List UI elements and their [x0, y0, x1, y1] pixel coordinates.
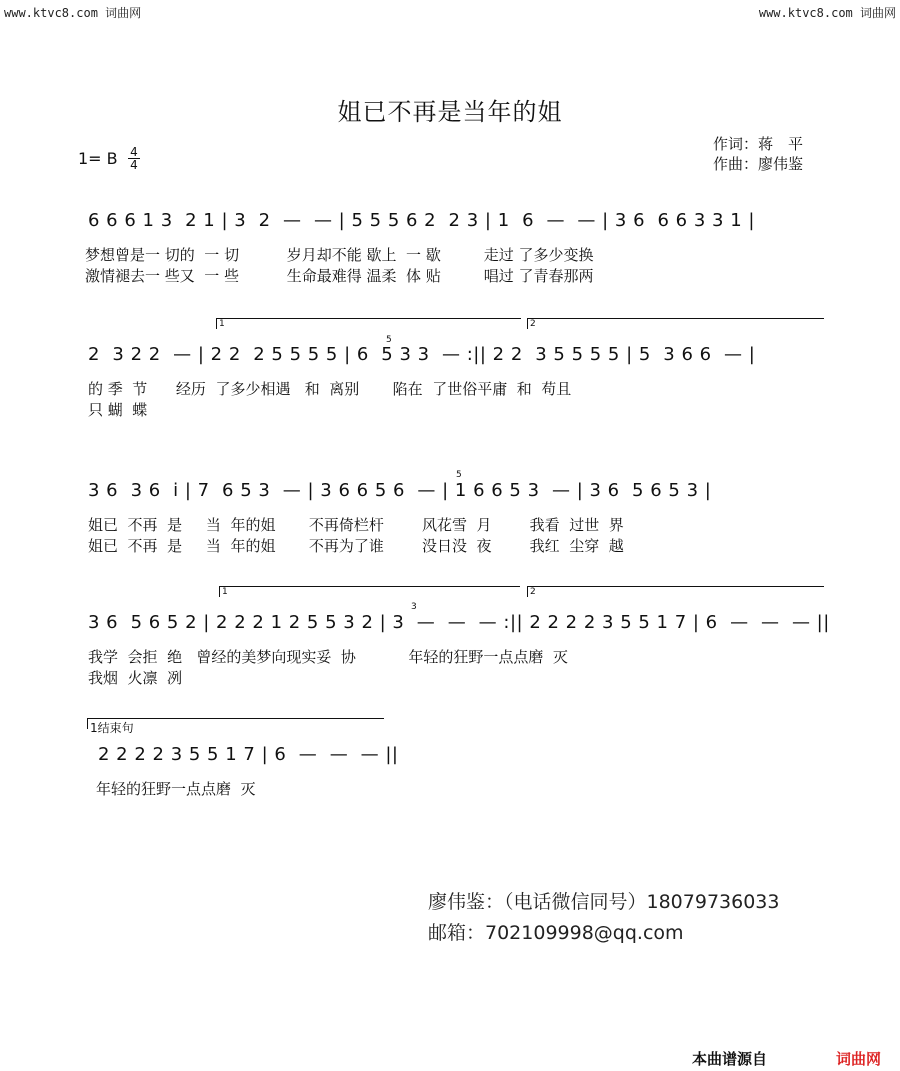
notation-row: 3 6 3 6 i | 7 6 5 3 — | 3 6 6 5 6 — | 1 6 6 5 3 — | 3 6 5 6 5 3 |	[88, 480, 712, 501]
song-title: 姐已不再是当年的姐	[337, 98, 563, 126]
volta-bracket-1	[219, 586, 520, 597]
time-signature	[128, 146, 140, 171]
lyrics-verse-2: 姐已 不再 是 当 年的姐 不再为了谁 没日没 夜 我红 尘穿 越	[88, 537, 624, 555]
volta-bracket-2	[527, 586, 824, 597]
volta-bracket-2	[527, 318, 824, 329]
notation-row: 2 2 2 2 3 5 5 1 7 | 6 — — — ||	[98, 744, 399, 765]
footer-site-link[interactable]: 词曲网	[836, 1050, 882, 1068]
lyrics-verse-1: 年轻的狂野一点点磨 灭	[96, 780, 256, 798]
contact-email: 邮箱：702109998@qq.com	[428, 922, 684, 944]
watermark-right: www.ktvc8.com 词曲网	[758, 6, 896, 20]
ending-label: 1结束句	[90, 721, 134, 735]
notation-row: 2 3 2 2 — | 2 2 2 5 5 5 5 | 6 5 3 3 — :|| 2 2 3 5 5 5 5 | 5 3 6 6 — |	[88, 344, 756, 365]
lyrics-verse-1: 姐已 不再 是 当 年的姐 不再倚栏杆 风花雪 月 我看 过世 界	[88, 516, 624, 534]
lyrics-verse-1: 梦想曾是一 切的 一 切 岁月却不能 歇上 一 歇 走过 了多少变换	[85, 246, 594, 264]
key-signature: 1= B	[78, 149, 118, 168]
notation-row: 3 6 5 6 5 2 | 2 2 2 1 2 5 5 3 2 | 3 — — — :|| 2 2 2 2 3 5 5 1 7 | 6 — — — ||	[88, 612, 830, 633]
footer-source-label: 本曲谱源自	[692, 1050, 768, 1068]
volta-number-1: 1	[219, 319, 225, 329]
volta-number-2: 2	[530, 319, 536, 329]
volta-bracket-1	[216, 318, 521, 329]
lyrics-verse-2: 我烟 火凛 冽	[88, 669, 183, 687]
watermark-left: www.ktvc8.com 词曲网	[4, 6, 142, 20]
grace-note: 5	[456, 470, 462, 480]
lyrics-verse-1: 的 季 节 经历 了多少相遇 和 离别 陷在 了世俗平庸 和 苟且	[88, 380, 572, 398]
time-signature-bottom: 4	[130, 158, 138, 172]
lyrics-verse-1: 我学 会拒 绝 曾经的美梦向现实妥 协 年轻的狂野一点点磨 灭	[88, 648, 568, 666]
volta-number-1: 1	[222, 587, 228, 597]
time-signature-top: 4	[130, 145, 138, 159]
lyricist-credit: 作词：蒋 平	[713, 135, 804, 153]
composer-credit: 作曲：廖伟鉴	[713, 155, 804, 173]
notation-row: 6 6 6 1 3 2 1 | 3 2 — — | 5 5 5 6 2 2 3 | 1 6 — — | 3 6 6 6 3 3 1 |	[88, 210, 755, 231]
grace-note: 5	[386, 335, 392, 345]
grace-note: 3	[411, 602, 417, 612]
volta-number-2: 2	[530, 587, 536, 597]
lyrics-verse-2: 只 蝴 蝶	[88, 401, 148, 419]
lyrics-verse-2: 激情褪去一 些又 一 些 生命最难得 温柔 体 贴 唱过 了青春那两	[85, 267, 594, 285]
contact-phone: 廖伟鉴：（电话微信同号）18079736033	[428, 891, 780, 913]
